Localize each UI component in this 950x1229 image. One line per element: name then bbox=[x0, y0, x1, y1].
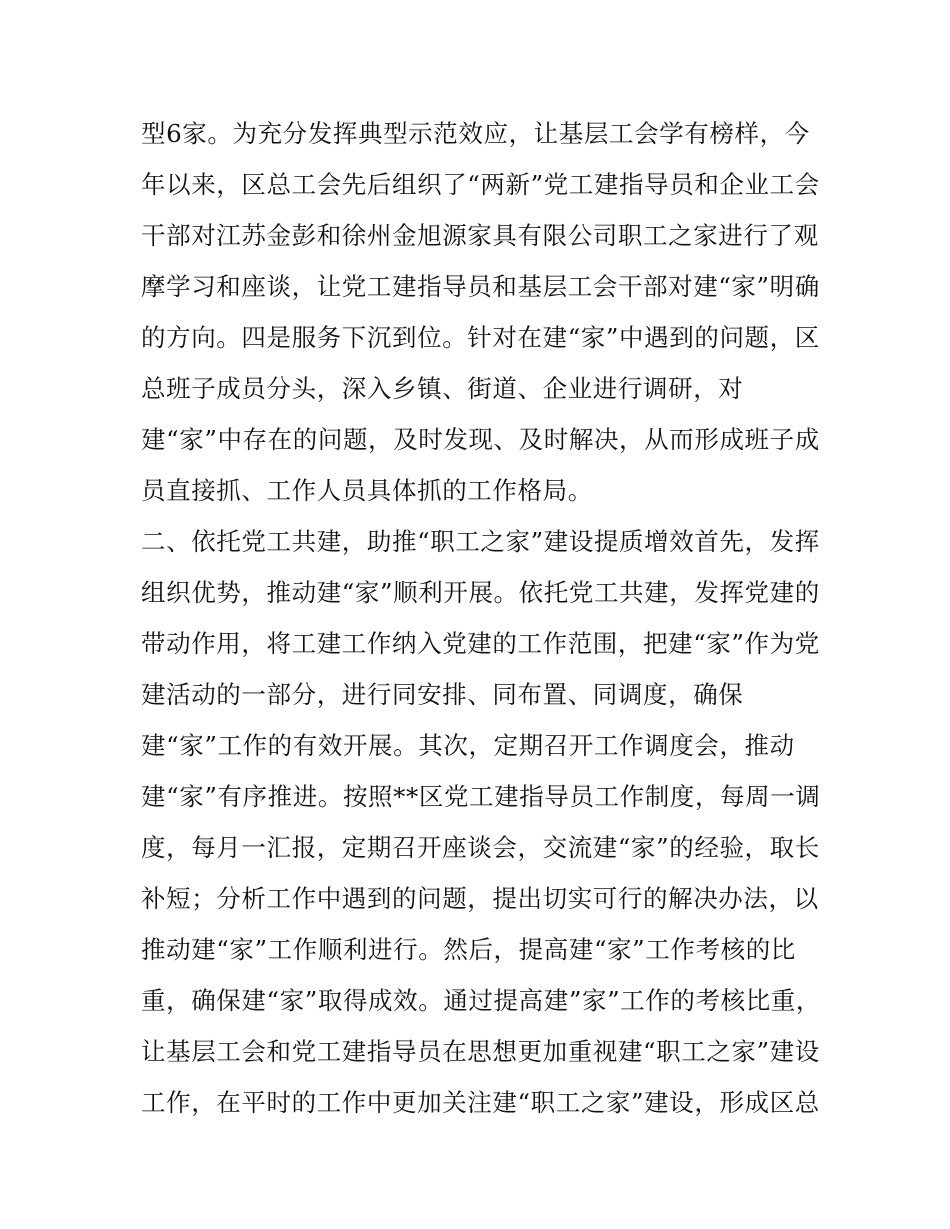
text-line: 工作，在平时的工作中更加关注建“职工之家”建设，形成区总 bbox=[141, 1088, 820, 1117]
section-heading-line: 二、依托党工共建，助推“职工之家”建设提质增效首先，发挥 bbox=[141, 527, 820, 556]
text-line: 建活动的一部分，进行同安排、同布置、同调度，确保 bbox=[141, 680, 744, 709]
text-line: 摩学习和座谈，让党工建指导员和基层工会干部对建“家”明确 bbox=[141, 272, 820, 301]
text-line: 总班子成员分头，深入乡镇、街道、企业进行调研，对 bbox=[141, 374, 744, 403]
text-line: 带动作用，将工建工作纳入党建的工作范围，把建“家”作为党 bbox=[141, 629, 820, 658]
text-line: 干部对江苏金彭和徐州金旭源家具有限公司职工之家进行了观 bbox=[141, 221, 819, 250]
text-line: 度，每月一汇报，定期召开座谈会，交流建“家”的经验，取长 bbox=[141, 833, 820, 862]
text-line: 建“家”工作的有效开展。其次，定期召开工作调度会，推动 bbox=[141, 731, 795, 760]
text-line: 型6家。为充分发挥典型示范效应，让基层工会学有榜样，今 bbox=[141, 119, 810, 148]
text-line: 建“家”有序推进。按照**区党工建指导员工作制度，每周一调 bbox=[141, 782, 821, 811]
text-line: 的方向。四是服务下沉到位。针对在建“家”中遇到的问题，区 bbox=[141, 323, 820, 352]
text-line: 让基层工会和党工建指导员在思想更加重视建“职工之家”建设 bbox=[141, 1037, 820, 1066]
text-line: 补短；分析工作中遇到的问题，提出切实可行的解决办法，以 bbox=[141, 884, 819, 913]
text-line: 重，确保建“家”取得成效。通过提高建”家”工作的考核比重， bbox=[141, 986, 821, 1015]
text-line: 年以来，区总工会先后组织了“两新”党工建指导员和企业工会 bbox=[141, 170, 820, 199]
text-line: 建“家”中存在的问题，及时发现、及时解决，从而形成班子成 bbox=[141, 425, 820, 454]
text-line: 员直接抓、工作人员具体抓的工作格局。 bbox=[141, 476, 593, 505]
text-line: 推动建“家”工作顺利进行。然后，提高建“家”工作考核的比 bbox=[141, 935, 796, 964]
text-line: 组织优势，推动建“家”顺利开展。依托党工共建，发挥党建的 bbox=[141, 578, 820, 607]
body-text bbox=[141, 108, 821, 1128]
